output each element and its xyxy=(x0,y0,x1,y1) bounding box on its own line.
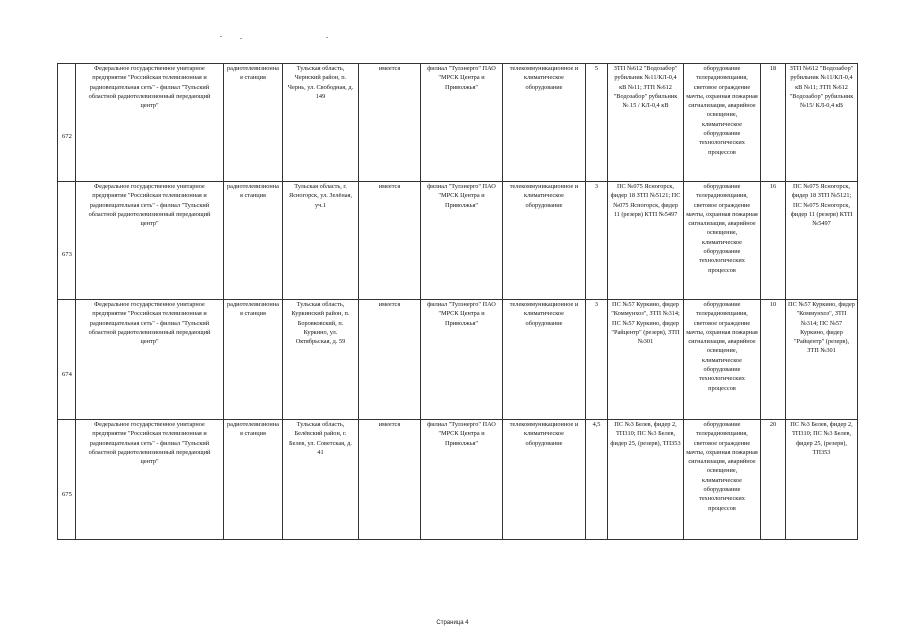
row-number: 672 xyxy=(58,64,76,182)
row-number: 674 xyxy=(58,300,76,420)
address-cell: Тульская область, г. Ясногорск, ул. Зелёная, уч.1 xyxy=(283,182,359,300)
equipment-cell: телекоммуникационное и климатическое оборудование xyxy=(503,182,586,300)
page-footer xyxy=(0,620,905,626)
availability-cell: имеется xyxy=(359,182,421,300)
scan-speck xyxy=(326,37,328,38)
grid-organization-cell: филиал "Тулэнерго" ПАО "МРСК Центра и Приволжья" xyxy=(421,182,503,300)
grid-organization-cell: филиал "Тулэнерго" ПАО "МРСК Центра и Приволжья" xyxy=(421,300,503,420)
organization-cell: Федеральное государственное унитарное предприятие "Российская телевизионная и радиовещательная сеть" - филиал "Тульский областной радиотелевизионный передающий центр" xyxy=(76,300,224,420)
capacity-cell: 4,5 xyxy=(586,420,608,540)
address-cell: Тульская область, Куркинский район, п. Боровковский, п. Куркино, ул. Октябрьская, д. 59 xyxy=(283,300,359,420)
consumers-cell: оборудование телерадиовещания, световое ограждение мачты, охранная пожарная сигнализация, аварийное освещение, климатическое оборудование технологических процессов xyxy=(684,300,761,420)
table-row xyxy=(58,64,858,182)
consumers-cell: оборудование телерадиовещания, световое ограждение мачты, охранная пожарная сигнализация, аварийное освещение, климатическое оборудование технологических процессов xyxy=(684,420,761,540)
capacity-cell: 5 xyxy=(586,64,608,182)
consumers-cell: оборудование телерадиовещания, световое ограждение мачты, охранная пожарная сигнализация, аварийное освещение, климатическое оборудование технологических процессов xyxy=(684,182,761,300)
equipment-cell: телекоммуникационное и климатическое оборудование xyxy=(503,64,586,182)
objects-table xyxy=(57,63,858,540)
table-row xyxy=(58,182,858,300)
table-row xyxy=(58,420,858,540)
capacity-cell: 3 xyxy=(586,300,608,420)
object-type-cell: радиотелевизионная станция xyxy=(224,64,283,182)
connection-point-cell: ПС №075 Ясногорск, фидер 18 ЗТП №5121; ПС №075 Ясногорск, фидер 11 (резерв) КТП №5497 xyxy=(608,182,684,300)
equipment-cell: телекоммуникационное и климатическое оборудование xyxy=(503,300,586,420)
availability-cell: имеется xyxy=(359,420,421,540)
connection-point-cell: ПС №3 Белев, фидер 2, ТП310; ПС №3 Белев, фидер 25, (резерв), ТП353 xyxy=(608,420,684,540)
distance-cell: 18 xyxy=(761,64,786,182)
distance-cell: 20 xyxy=(761,420,786,540)
connection-point-2-cell: ПС №3 Белев, фидер 2, ТП310; ПС №3 Белев, фидер 25, (резерв), ТП353 xyxy=(786,420,858,540)
distance-cell: 10 xyxy=(761,300,786,420)
consumers-cell: оборудование телерадиовещания, световое ограждение мачты, охранная пожарная сигнализация, аварийное освещение, климатическое оборудование технологических процессов xyxy=(684,64,761,182)
scan-speck xyxy=(240,38,242,39)
address-cell: Тульская область, Чернский район, п. Чернь, ул. Свободная, д. 149 xyxy=(283,64,359,182)
object-type-cell: радиотелевизионная станция xyxy=(224,420,283,540)
object-type-cell: радиотелевизионная станция xyxy=(224,300,283,420)
connection-point-2-cell: ПС №57 Куркино, фидер "Коммунхоз", ЗТП №314; ПС №57 Куркино, фидер "Райцентр" (резерв), ЗТП №301 xyxy=(786,300,858,420)
object-type-cell: радиотелевизионная станция xyxy=(224,182,283,300)
connection-point-2-cell: ПС №075 Ясногорск, фидер 18 ЗТП №5121; ПС №075 Ясногорск, фидер 11 (резерв) КТП №5497 xyxy=(786,182,858,300)
connection-point-2-cell: ЗТП №612 "Водозабор" рубильник №11/КЛ-0,4 кВ №11; ЗТП №612 "Водозабор" рубильник №15/ КЛ-0,4 кВ xyxy=(786,64,858,182)
organization-cell: Федеральное государственное унитарное предприятие "Российская телевизионная и радиовещательная сеть" - филиал "Тульский областной радиотелевизионный передающий центр" xyxy=(76,64,224,182)
connection-point-cell: ЗТП №612 "Водозабор" рубильник №11/КЛ-0,4 кВ №11; ЗТП №612 "Водозабор" рубильник № 15 / КЛ-0,4 кВ xyxy=(608,64,684,182)
capacity-cell: 3 xyxy=(586,182,608,300)
availability-cell: имеется xyxy=(359,64,421,182)
row-number: 673 xyxy=(58,182,76,300)
address-cell: Тульская область, Белёвский район, г. Белев, ул. Советская, д. 41 xyxy=(283,420,359,540)
organization-cell: Федеральное государственное унитарное предприятие "Российская телевизионная и радиовещательная сеть" - филиал "Тульский областной радиотелевизионный передающий центр" xyxy=(76,420,224,540)
organization-cell: Федеральное государственное унитарное предприятие "Российская телевизионная и радиовещательная сеть" - филиал "Тульский областной радиотелевизионный передающий центр" xyxy=(76,182,224,300)
row-number: 675 xyxy=(58,420,76,540)
grid-organization-cell: филиал "Тулэнерго" ПАО "МРСК Центра и Приволжья" xyxy=(421,420,503,540)
scan-speck xyxy=(220,36,222,37)
grid-organization-cell: филиал "Тулэнерго" ПАО "МРСК Центра и Приволжья" xyxy=(421,64,503,182)
distance-cell: 16 xyxy=(761,182,786,300)
equipment-cell: телекоммуникационное и климатическое оборудование xyxy=(503,420,586,540)
page-number-label: Страница 4 xyxy=(436,620,469,626)
availability-cell: имеется xyxy=(359,300,421,420)
connection-point-cell: ПС №57 Куркино, фидер "Коммунхоз", ЗТП №314; ПС №57 Куркино, фидер "Райцентр" (резерв), ЗТП №301 xyxy=(608,300,684,420)
table-row xyxy=(58,300,858,420)
